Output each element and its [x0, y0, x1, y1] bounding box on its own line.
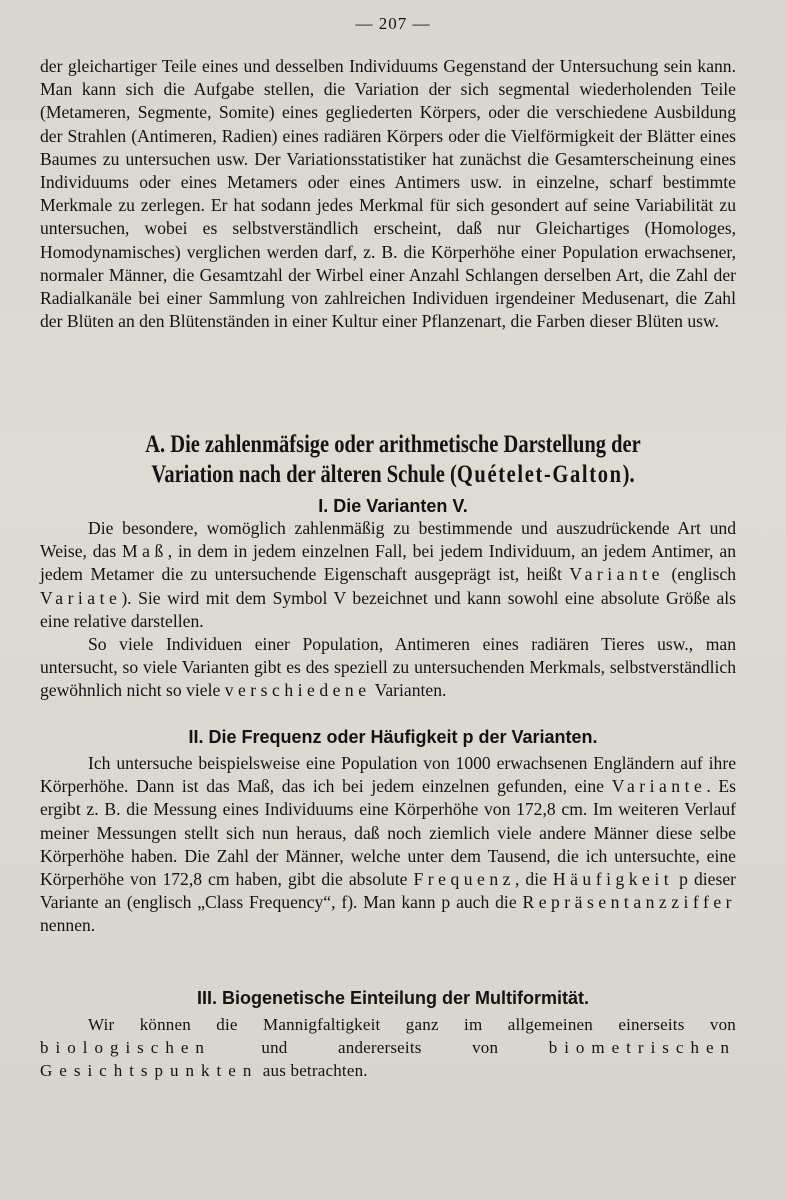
section-3-body — [40, 1013, 736, 1083]
text-run: nennen. — [40, 915, 96, 936]
spaced-term: biometrischen — [548, 1038, 736, 1058]
text-run: (englisch — [663, 564, 736, 585]
text-run: . Es ergibt z. B. die Messung eines Individuums eine Körperhöhe von 172,8 cm. Im weiteren Verlauf meiner Messungen stellt sich nun heraus, daß noch ziemlich viele andere Männer diese selbe Körperhöhe haben. Die Zahl der Männer, welche unter dem Tausend, die ich untersuchte, eine Körperhöhe von 172,8 cm haben, gibt die absolute — [40, 776, 737, 890]
page-number: — 207 — — [355, 14, 431, 33]
section-1-paragraph-2 — [40, 633, 736, 703]
section-3-paragraph-1 — [40, 1013, 736, 1083]
text-run: und andererseits von — [210, 1038, 549, 1058]
section-1-body — [40, 517, 736, 703]
spaced-term: Variante — [569, 564, 664, 585]
spaced-term: biologischen — [40, 1038, 211, 1058]
spaced-term: Frequenz — [413, 869, 515, 890]
section-a-heading-line2-start: Variation nach der älteren Schule ( — [151, 461, 457, 488]
text-run: , in dem in jedem einzelnen Fall, bei jedem Individuum, an jedem Antimer, an jedem Metamer die zu untersuchende Eigenschaft ausgeprägt ist, heißt — [40, 541, 736, 585]
intro-text: der gleichartiger Teile eines und desselben Individuums Gegenstand der Untersuchung sein kann. Man kann sich die Aufgabe stellen, die Variation der sich segmental wiederholenden Teile (Metameren, Segmente, Somite) eines gegliederten Körpers, oder die verschiedene Ausbildung der Strahlen (Antimeren, Radien) eines radiären Körpers oder die Vielförmigkeit der Blätter eines Baumes zu untersuchen usw. Der Variationsstatistiker hat zunächst die Gesamterscheinung eines Individuums oder eines Metamers oder eines Antimers usw. in einzelne, scharf bestimmte Merkmale zu zerlegen. Er hat sodann jedes Merkmal für sich gesondert auf seine Variabilität zu untersuchen, wobei es selbstverständlich erscheint, daß nur Gleichartiges (Homologes, Homodynamisches) verglichen werden darf, z. B. die Körperhöhe einer Population erwachsener, normaler Männer, die Gesamtzahl der Wirbel einer Anzahl Schlangen derselben Art, die Zahl der Radialkanäle bei einer Sammlung von zahlreichen Individuen irgendeiner Medusenart, die Zahl der Blüten an den Blütenständen in einer Kultur einer Pflanzenart, die Farben dieser Blüten usw. — [40, 56, 736, 332]
spaced-term: Variate — [40, 587, 122, 608]
section-2-heading: II. Die Frequenz oder Häufigkeit p der Varianten. — [188, 727, 598, 747]
section-3-heading: III. Biogenetische Einteilung der Multiformität. — [196, 988, 590, 1008]
spaced-term: Gesichtspunkten — [40, 1061, 259, 1081]
section-a-heading-line2 — [104, 460, 683, 490]
text-run: Varianten. — [370, 680, 447, 701]
text-run: ). Sie wird mit dem Symbol V bezeichnet und kann sowohl eine absolute Größe als eine relative darstellen. — [40, 587, 736, 631]
spaced-term: Maß — [122, 541, 168, 562]
text-run: Ich untersuche beispielsweise eine Population von 1000 erwachsenen Engländern auf ihre Körperhöhe. Dann ist das Maß, das ich bei jedem einzelnen gefunden, eine — [40, 753, 736, 797]
section-a-heading-line1: A. Die zahlenmäfsige oder arithmetische Darstellung der — [145, 431, 641, 458]
text-run: , die — [514, 869, 553, 890]
text-run: Wir können die Mannigfaltigkeit ganz im allgemeinen einerseits von — [88, 1015, 736, 1034]
text-run: So viele Individuen einer Population, Antimeren eines radiären Tieres usw., man untersucht, so viele Varianten gibt es des speziell zu untersuchenden Merkmals, selbstverständlich gewöhnlich nicht so viele — [40, 634, 736, 701]
section-2-body — [40, 752, 736, 938]
section-a-heading-line2-end: ). — [622, 461, 635, 488]
text-run: aus betrachten. — [258, 1061, 368, 1081]
spaced-term: Repräsentanzziffer — [522, 892, 736, 913]
intro-paragraph — [40, 55, 736, 333]
section-1-heading: I. Die Varianten V. — [318, 496, 468, 516]
section-1-paragraph-1 — [40, 517, 736, 633]
section-2-paragraph-1 — [40, 752, 736, 938]
section-a-heading-authors: Quételet-Galton — [456, 461, 623, 488]
spaced-term: verschiedene — [224, 680, 371, 701]
text-run: p dieser Variante an (englisch „Class Frequency“, f). Man kann p auch die — [40, 869, 736, 913]
spaced-term: Variante — [611, 776, 707, 797]
spaced-term: Häufigkeit — [552, 869, 674, 890]
text-run: Die besondere, womöglich zahlenmäßig zu bestimmende und auszudrückende Art und Weise, das — [40, 518, 736, 562]
section-a-heading — [104, 430, 683, 490]
